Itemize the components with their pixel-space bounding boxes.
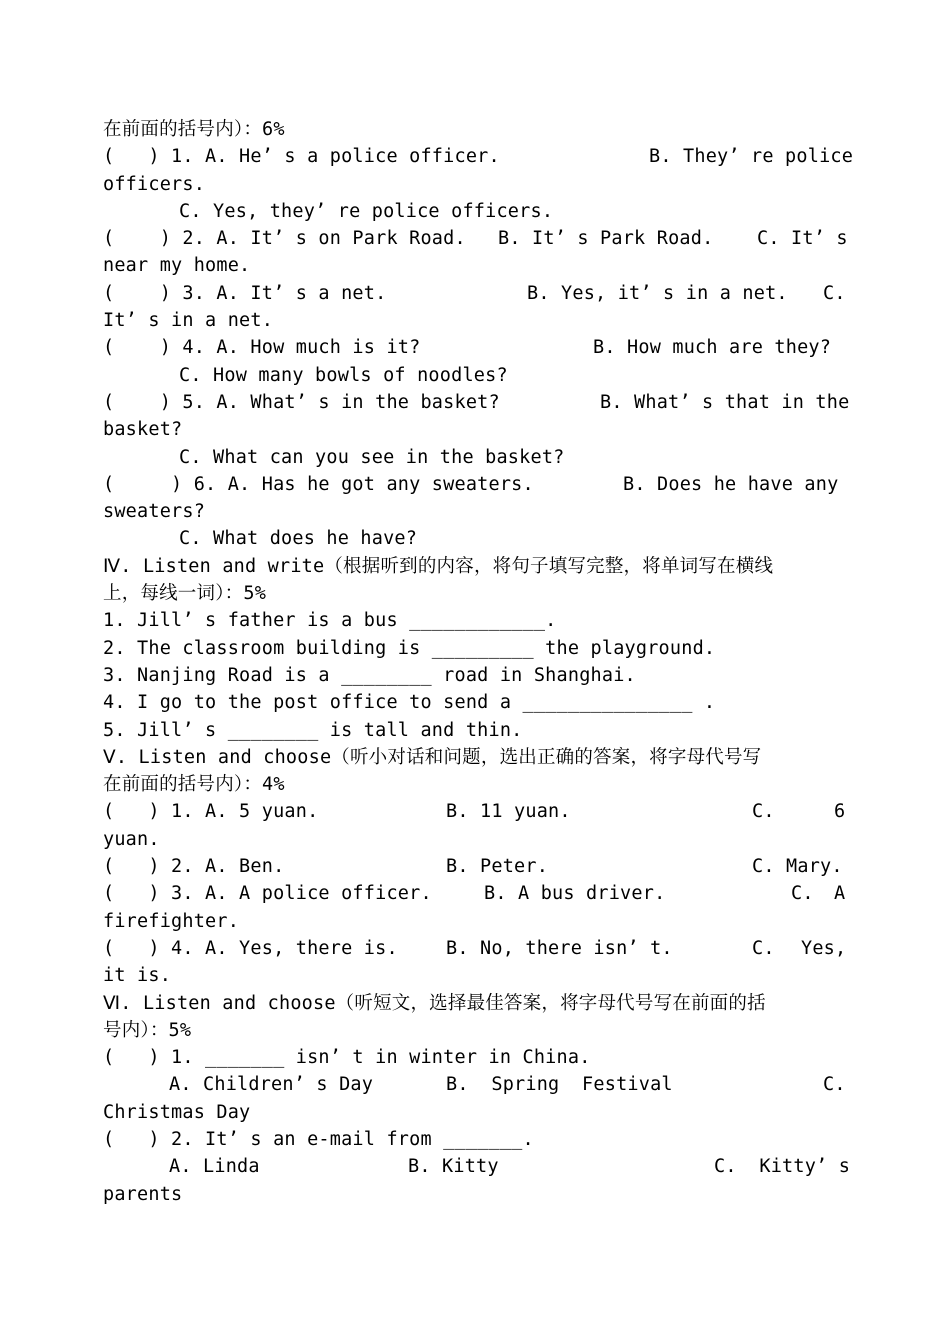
section-6-heading <box>103 990 848 1017</box>
line-text: 在前面的括号内）：4% <box>103 774 285 796</box>
q3-5-option-a: ( ) 5. A. What’ s in the basket? <box>103 391 500 413</box>
line-text: sweaters? <box>103 501 206 523</box>
q6-1-option-c: C. <box>823 1074 846 1096</box>
line-text: Ⅵ. Listen and choose（听短文，选择最佳答案，将字母代号写在前面的括 <box>103 992 766 1014</box>
q3-3-option-c: C. <box>823 282 846 304</box>
q5-1-option-c: C. <box>752 801 775 823</box>
q4-1 <box>103 607 848 634</box>
q5-3-option-b: B. A bus driver. <box>484 883 666 905</box>
q4-3 <box>103 662 848 689</box>
q6-2-option-a: A. Linda <box>169 1156 260 1178</box>
line-text: 1. Jill’ s father is a bus ____________. <box>103 610 557 632</box>
q5-4-option-c-value: Yes, <box>801 937 847 959</box>
q3-6-option-a: ( ) 6. A. Has he got any sweaters. <box>103 473 534 495</box>
q5-2-option-b: B. Peter. <box>446 856 549 878</box>
q6-1-wrap <box>103 1099 848 1126</box>
line-text: 号内）：5% <box>103 1019 192 1041</box>
q5-2-option-c: C. Mary. <box>752 856 843 878</box>
q5-4-option-c: C. <box>752 937 775 959</box>
q6-1-option-a: A. Children’ s Day <box>169 1074 374 1096</box>
q3-5-wrap <box>103 416 848 443</box>
line-text: C. What can you see in the basket? <box>179 446 565 468</box>
q3-4-option-c <box>103 362 848 389</box>
q5-4-option-a: ( ) 4. A. Yes, there is. <box>103 937 398 959</box>
q5-3-option-c: C. <box>791 883 814 905</box>
line-text: C. Yes, they’ re police officers. <box>179 200 554 222</box>
q3-1-line <box>103 143 854 170</box>
q5-4-option-b: B. No, there isn’ t. <box>446 937 673 959</box>
line-text: yuan. <box>103 828 160 850</box>
line-text: Ⅴ. Listen and choose（听小对话和问题，选出正确的答案，将字母代号写 <box>103 746 762 768</box>
line-text: parents <box>103 1183 183 1205</box>
q6-2-wrap <box>103 1181 848 1208</box>
line-text: basket? <box>103 419 183 441</box>
section-6-instruction-cont <box>103 1017 848 1044</box>
line-text: ( ) 1. _______ isn’ t in winter in China. <box>103 1047 591 1069</box>
line-text: it is. <box>103 965 172 987</box>
q3-5-option-c <box>103 444 848 471</box>
section-4-heading <box>103 553 848 580</box>
section-3-instruction-cont <box>103 116 848 143</box>
q3-4-line <box>103 334 848 361</box>
line-text: officers. <box>103 173 206 195</box>
q3-1-option-a: ( ) 1. A. He’ s a police officer. <box>103 146 500 168</box>
q3-4-option-a: ( ) 4. A. How much is it? <box>103 337 421 359</box>
line-text: Christmas Day <box>103 1101 251 1123</box>
q5-2-option-a: ( ) 2. A. Ben. <box>103 856 285 878</box>
line-text: C. How many bowls of noodles? <box>179 364 508 386</box>
q6-2-options <box>103 1153 851 1180</box>
q5-2-line <box>103 853 848 880</box>
q5-3-line <box>103 880 848 907</box>
q5-3-wrap <box>103 908 848 935</box>
line-text: Ⅳ. Listen and write（根据听到的内容，将句子填写完整，将单词写在横线 <box>103 555 774 577</box>
section-4-instruction-cont <box>103 580 848 607</box>
section-5-heading <box>103 744 848 771</box>
q3-1-wrap <box>103 171 848 198</box>
q5-1-option-a: ( ) 1. A. 5 yuan. <box>103 801 319 823</box>
line-text: firefighter. <box>103 910 240 932</box>
q6-1-stem <box>103 1044 848 1071</box>
q6-2-stem <box>103 1126 848 1153</box>
q3-6-option-b: B. Does he have any <box>623 473 839 495</box>
q3-1-option-c <box>103 198 848 225</box>
line-text: 在前面的括号内）：6% <box>103 119 285 140</box>
q4-5 <box>103 717 848 744</box>
q5-4-line <box>103 935 848 962</box>
q6-2-option-c: C. Kitty’ s <box>714 1156 851 1178</box>
line-text: 上，每线一词）：5% <box>103 583 267 605</box>
q5-3-option-a: ( ) 3. A. A police officer. <box>103 883 432 905</box>
q3-3-option-b: B. Yes, it’ s in a net. <box>527 282 788 304</box>
q3-2-line <box>103 225 848 252</box>
q3-2-option-a: ( ) 2. A. It’ s on Park Road. <box>103 228 466 250</box>
q3-2-option-c: C. It’ s <box>757 228 848 250</box>
line-text: 5. Jill’ s ________ is tall and thin. <box>103 719 523 741</box>
q5-1-option-b: B. 11 yuan. <box>446 801 571 823</box>
line-text: 3. Nanjing Road is a ________ road in Shanghai. <box>103 664 636 686</box>
q3-6-line <box>103 471 848 498</box>
q3-6-wrap <box>103 498 848 525</box>
section-5-instruction-cont <box>103 771 848 798</box>
q5-3-option-c-value: A <box>834 883 846 905</box>
q3-2-wrap <box>103 252 848 279</box>
line-text: 2. The classroom building is _________ the playground. <box>103 637 716 659</box>
q5-4-wrap <box>103 962 848 989</box>
line-text: near my home. <box>103 255 251 277</box>
q3-5-line <box>103 389 848 416</box>
q6-2-option-b: B. Kitty <box>408 1156 499 1178</box>
q4-4 <box>103 689 848 716</box>
line-text: ( ) 2. It’ s an e-mail from _______. <box>103 1128 534 1150</box>
q3-4-option-b: B. How much are they? <box>593 337 832 359</box>
q5-1-wrap <box>103 826 848 853</box>
line-text: 4. I go to the post office to send a _______________ . <box>103 692 716 714</box>
q3-2-option-b: B. It’ s Park Road. <box>498 228 714 250</box>
line-text: It’ s in a net. <box>103 310 274 332</box>
q3-3-line <box>103 280 848 307</box>
q3-5-option-b: B. What’ s that in the <box>600 391 850 413</box>
document-page <box>103 116 854 1208</box>
q4-2 <box>103 635 848 662</box>
q3-1-option-b: B. They’ re police <box>649 146 854 168</box>
q5-1-option-c-value: 6 <box>834 801 846 823</box>
q3-6-option-c <box>103 525 848 552</box>
q6-1-options <box>103 1071 848 1098</box>
q3-3-option-a: ( ) 3. A. It’ s a net. <box>103 282 387 304</box>
q6-1-option-b: B. Spring Festival <box>446 1074 673 1096</box>
q3-3-wrap <box>103 307 848 334</box>
q5-1-line <box>103 798 848 825</box>
line-text: C. What does he have? <box>179 528 418 550</box>
